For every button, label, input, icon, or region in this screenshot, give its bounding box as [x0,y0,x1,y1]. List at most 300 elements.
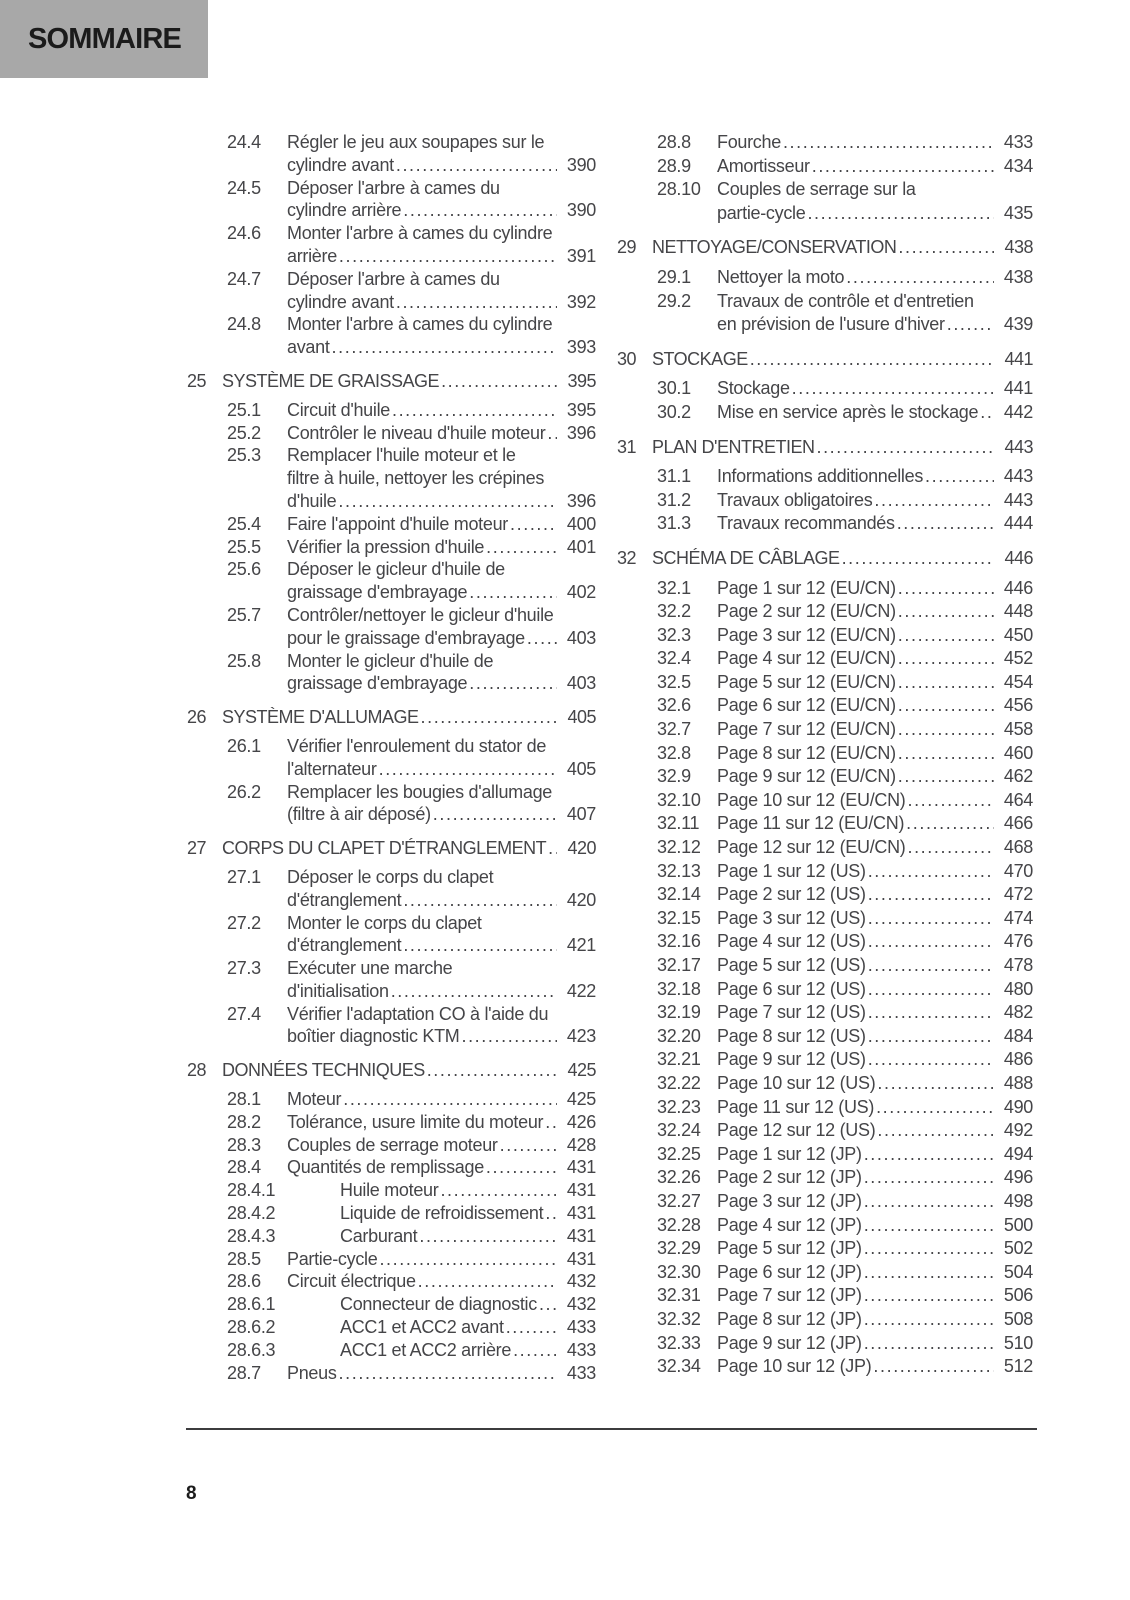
toc-entry-body [287,957,596,1003]
dot-leader [898,671,994,695]
toc-entry-title: Page 3 sur 12 (US) [717,907,866,928]
toc-entry-page: 425 [567,1060,596,1081]
toc-entry-page: 450 [1003,624,1033,645]
toc-entry-body [717,1284,1033,1308]
toc-entry-title: Contrôler le niveau d'huile moteur [287,422,546,443]
toc-entry-row [617,1048,1033,1072]
toc-entry-title: l'alternateur [287,758,377,779]
toc-entry-number: 32.11 [657,813,700,834]
dot-leader [877,1119,994,1143]
dot-leader [391,980,557,1003]
toc-entry-number: 28.5 [227,1248,261,1269]
dot-leader [812,155,994,179]
toc-entry-title: Informations additionnelles [717,466,924,487]
toc-entry-title: Page 12 sur 12 (EU/CN) [717,837,906,858]
toc-entry-page: 431 [566,1248,596,1269]
toc-entry-title: Circuit électrique [287,1271,416,1292]
toc-section-row [187,706,596,729]
toc-entry-row [617,377,1033,401]
toc-entry-row [617,131,1033,155]
toc-entry-title-line: Monter l'arbre à cames du cylindre [287,223,553,244]
dot-leader [864,1190,994,1214]
toc-entry-number: 32.8 [657,742,691,763]
dot-leader [868,883,994,907]
toc-entry-page: 396 [566,490,596,511]
toc-entry-page: 405 [567,707,596,728]
toc-entry-title: graissage d'embrayage [287,582,468,603]
toc-entry-row [187,650,596,696]
toc-entry-row [187,604,596,650]
toc-section-row [617,348,1033,372]
toc-column-left [187,131,596,1384]
toc-entry-page: 390 [566,154,596,175]
toc-entry-title: Travaux recommandés [717,513,895,534]
toc-entry-page: 441 [1004,348,1033,369]
toc-entry-title: Page 11 sur 12 (US) [717,1096,875,1117]
dot-leader [864,1284,994,1308]
toc-entry-title: Page 9 sur 12 (EU/CN) [717,766,896,787]
toc-entry-title: Couples de serrage moteur [287,1134,498,1155]
toc-entry-page: 482 [1003,1002,1033,1023]
toc-entry-page: 438 [1003,266,1033,287]
toc-entry-number: 32.32 [657,1308,701,1329]
toc-entry-title: Page 5 sur 12 (JP) [717,1238,862,1259]
toc-entry-row [617,1143,1033,1167]
toc-entry-body [717,694,1033,718]
toc-entry-body [222,837,596,860]
toc-entry-row [187,866,596,912]
toc-entry-page: 433 [566,1339,596,1360]
toc-entry-row [187,957,596,1003]
toc-entry-body [717,1096,1033,1120]
dot-leader [379,1248,557,1271]
dot-leader [379,758,557,781]
toc-entry-title: Page 9 sur 12 (US) [717,1049,866,1070]
toc-entry-body [287,513,596,536]
toc-entry-title: Page 5 sur 12 (EU/CN) [717,671,896,692]
toc-entry-page: 466 [1003,813,1033,834]
dot-leader [876,1096,994,1120]
dot-leader [783,131,994,155]
dot-leader [343,1088,557,1111]
toc-entry-number: 27.1 [227,866,261,887]
dot-leader [868,1048,994,1072]
toc-entry-body [287,1134,596,1157]
toc-entry-body [717,1166,1033,1190]
toc-entry-title: Page 6 sur 12 (JP) [717,1261,862,1282]
toc-entry-number: 29.1 [657,266,691,287]
toc-entry-body [717,930,1033,954]
toc-section-row [617,547,1033,571]
dot-leader [898,624,994,648]
toc-entry-title: d'huile [287,490,337,511]
toc-entry-page: 460 [1003,742,1033,763]
toc-entry-number: 32.4 [657,648,691,669]
toc-entry-number: 24.6 [227,223,261,244]
toc-entry-title: Tolérance, usure limite du moteur [287,1111,544,1132]
toc-entry-body [717,1119,1033,1143]
toc-entry-number: 29.2 [657,290,691,311]
toc-entry-row [617,1025,1033,1049]
toc-entry-number: 25.1 [227,399,261,420]
sommaire-header-box [0,0,208,78]
toc-section-row [187,1059,596,1082]
toc-entry-row [617,694,1033,718]
toc-entry-number: 28.10 [657,179,701,200]
toc-entry-page: 426 [566,1111,596,1132]
toc-entry-page: 431 [566,1180,596,1201]
dot-leader [469,581,557,604]
dot-leader [392,399,557,422]
dot-leader [868,1001,994,1025]
toc-entry-title: Page 7 sur 12 (JP) [717,1285,862,1306]
toc-entry-title: Vérifier la pression d'huile [287,536,485,557]
toc-entry-row [617,155,1033,179]
toc-entry-number: 32.33 [657,1332,701,1353]
toc-entry-page: 403 [566,673,596,694]
dot-leader [792,377,994,401]
toc-section-row [187,837,596,860]
dot-leader [418,1270,557,1293]
toc-entry-body [287,131,596,177]
toc-entry-title: SYSTÈME DE GRAISSAGE [222,370,440,391]
toc-entry-row [187,536,596,559]
toc-entry-number: 31 [617,436,637,457]
toc-entry-body [340,1316,596,1339]
toc-entry-body [287,912,596,958]
toc-entry-body [717,1332,1033,1356]
toc-entry-body [717,1355,1033,1379]
toc-entry-body [222,1059,596,1082]
toc-entry-number: 27 [187,838,207,859]
toc-entry-row [617,978,1033,1002]
toc-entry-title: Page 7 sur 12 (EU/CN) [717,719,896,740]
toc-entry-body [717,1308,1033,1332]
toc-entry-row [617,577,1033,601]
toc-entry-number: 32.7 [657,719,691,740]
toc-entry-title: partie-cycle [717,202,806,223]
toc-entry-number: 32.28 [657,1214,701,1235]
toc-entry-title: en prévision de l'usure d'hiver [717,314,945,335]
toc-entry-row [187,735,596,781]
toc-entry-title-line: filtre à huile, nettoyer les crépines [287,468,545,489]
toc-entry-title: Connecteur de diagnostic [340,1294,537,1315]
toc-entry-title: Page 1 sur 12 (EU/CN) [717,577,896,598]
toc-entry-number: 32.16 [657,931,701,952]
toc-entry-page: 435 [1003,202,1033,223]
toc-entry-number: 32.20 [657,1025,701,1046]
toc-entry-page: 425 [566,1089,596,1110]
toc-entry-row [617,836,1033,860]
toc-entry-title: Page 2 sur 12 (US) [717,884,866,905]
toc-entry-row [617,1166,1033,1190]
dot-leader [873,1355,994,1379]
toc-entry-row [187,444,596,512]
toc-entry-number: 25.8 [227,650,261,671]
toc-entry-page: 504 [1003,1261,1033,1282]
toc-entry-number: 32.12 [657,837,701,858]
toc-entry-body [717,789,1033,813]
toc-entry-body [340,1225,596,1248]
toc-entry-row [617,290,1033,337]
dot-leader [816,436,994,460]
toc-entry-title: pour le graissage d'embrayage [287,627,525,648]
toc-entry-row [187,1111,596,1134]
toc-entry-body [717,742,1033,766]
toc-entry-title: Page 2 sur 12 (EU/CN) [717,601,896,622]
dot-leader [396,291,557,314]
toc-entry-title: Page 11 sur 12 (EU/CN) [717,813,905,834]
toc-entry-title: CORPS DU CLAPET D'ÉTRANGLEMENT [222,838,547,859]
toc-column-right [617,131,1033,1379]
toc-entry-body [287,1248,596,1271]
toc-entry-number: 28.6.2 [227,1317,276,1338]
toc-entry-title: Page 10 sur 12 (JP) [717,1356,872,1377]
toc-entry-row [617,883,1033,907]
toc-entry-page: 423 [566,1026,596,1047]
dot-leader [338,490,557,513]
dot-leader [877,1072,994,1096]
toc-entry-title: avant [287,337,330,358]
toc-entry-row [617,624,1033,648]
dot-leader [547,422,557,445]
toc-entry-page: 500 [1003,1214,1033,1235]
toc-entry-number: 25.5 [227,536,261,557]
toc-entry-page: 512 [1003,1356,1033,1377]
toc-entry-body [717,718,1033,742]
toc-entry-title: Huile moteur [340,1180,439,1201]
toc-entry-title-line: Remplacer l'huile moteur et le [287,445,516,466]
toc-entry-row [617,1190,1033,1214]
toc-entry-title: arrière [287,245,337,266]
toc-entry-body [717,1190,1033,1214]
toc-entry-number: 28.4 [227,1157,261,1178]
toc-entry-number: 27.2 [227,912,261,933]
toc-entry-number: 32.14 [657,884,701,905]
toc-entry-number: 28.9 [657,155,691,176]
toc-entry-page: 392 [566,291,596,312]
toc-entry-title: Mise en service après le stockage [717,401,979,422]
toc-entry-number: 28.4.2 [227,1203,276,1224]
toc-entry-title: Page 2 sur 12 (JP) [717,1167,862,1188]
toc-entry-number: 31.2 [657,489,691,510]
toc-entry-row [187,268,596,314]
toc-entry-page: 442 [1003,401,1033,422]
toc-entry-row [187,177,596,223]
toc-entry-row [617,718,1033,742]
toc-entry-body [652,236,1033,260]
toc-entry-title: Page 9 sur 12 (JP) [717,1332,862,1353]
toc-entry-page: 433 [1003,132,1033,152]
toc-entry-body [717,765,1033,789]
dot-leader [807,202,994,226]
toc-entry-body [717,954,1033,978]
toc-entry-page: 432 [566,1271,596,1292]
dot-leader [898,765,994,789]
toc-entry-row [617,671,1033,695]
dot-leader [427,1059,557,1082]
toc-entry-row [617,765,1033,789]
toc-entry-number: 32.13 [657,860,701,881]
toc-entry-row [617,1119,1033,1143]
toc-entry-page: 443 [1003,489,1033,510]
toc-entry-row [617,1332,1033,1356]
toc-entry-row [187,1270,596,1293]
dot-leader [864,1261,994,1285]
dot-leader [898,742,994,766]
toc-entry-number: 28.8 [657,132,691,152]
toc-entry-number: 32 [617,547,637,568]
toc-entry-page: 421 [566,935,596,956]
dot-leader [469,672,557,695]
toc-entry-title: Page 10 sur 12 (US) [717,1072,876,1093]
dot-leader [947,313,994,337]
toc-entry-page: 422 [566,980,596,1001]
toc-entry-row [187,1179,596,1202]
dot-leader [461,1025,557,1048]
toc-entry-title: SCHÉMA DE CÂBLAGE [652,547,840,568]
toc-entry-body [717,290,1033,337]
toc-entry-page: 400 [566,513,596,534]
toc-entry-number: 32.10 [657,789,701,810]
toc-entry-page: 403 [566,627,596,648]
toc-entry-body [717,512,1033,536]
dot-leader [898,236,994,260]
toc-entry-title: cylindre avant [287,154,394,175]
dot-leader [339,1362,557,1385]
toc-entry-number: 32.24 [657,1120,701,1141]
toc-entry-body [717,1143,1033,1167]
toc-section-row [187,370,596,393]
toc-entry-number: 32.31 [657,1285,701,1306]
toc-entry-title-line: Monter le corps du clapet [287,912,482,933]
toc-entry-number: 24.5 [227,177,261,198]
dot-leader [539,1293,557,1316]
toc-entry-body [717,907,1033,931]
toc-entry-body [717,624,1033,648]
toc-entry-row [617,1355,1033,1379]
toc-entry-page: 407 [566,804,596,825]
toc-entry-body [287,866,596,912]
toc-entry-row [187,1293,596,1316]
toc-entry-title: Page 3 sur 12 (JP) [717,1190,862,1211]
toc-entry-page: 456 [1003,695,1033,716]
toc-entry-body [717,1001,1033,1025]
toc-entry-number: 28.4.1 [227,1180,276,1201]
toc-entry-body [717,489,1033,513]
toc-entry-body [287,399,596,422]
toc-entry-number: 32.17 [657,955,701,975]
toc-entry-number: 32.23 [657,1096,701,1117]
toc-entry-row [187,1088,596,1111]
toc-entry-title: cylindre avant [287,291,394,312]
toc-entry-title: DONNÉES TECHNIQUES [222,1060,425,1081]
toc-entry-row [187,313,596,359]
toc-entry-number: 32.3 [657,624,691,645]
toc-entry-title: PLAN D'ENTRETIEN [652,436,815,457]
toc-entry-body [717,465,1033,489]
toc-entry-row [617,465,1033,489]
toc-entry-title-line: Exécuter une marche [287,958,453,979]
dot-leader [513,1339,557,1362]
toc-entry-row [187,781,596,827]
toc-entry-title: ACC1 et ACC2 avant [340,1317,504,1338]
toc-entry-number: 26 [187,707,207,728]
toc-entry-page: 431 [566,1203,596,1224]
toc-entry-number: 25.4 [227,513,261,534]
toc-entry-body [717,1025,1033,1049]
toc-entry-body [717,671,1033,695]
footer-divider [186,1428,1037,1430]
toc-entry-title-line: Contrôler/nettoyer le gicleur d'huile [287,604,554,625]
toc-entry-page: 478 [1003,955,1033,975]
dot-leader [907,836,994,860]
toc-entry-page: 454 [1003,671,1033,692]
toc-entry-body [717,600,1033,624]
dot-leader [864,1214,994,1238]
dot-leader [433,803,557,826]
toc-entry-title: SYSTÈME D'ALLUMAGE [222,707,419,728]
toc-entry-body [287,735,596,781]
dot-leader [980,401,994,425]
toc-entry-number: 24.8 [227,314,261,335]
toc-entry-page: 401 [566,536,596,557]
toc-entry-title: (filtre à air déposé) [287,804,431,825]
toc-entry-title: Page 4 sur 12 (JP) [717,1214,862,1235]
toc-entry-title: Faire l'appoint d'huile moteur [287,513,509,534]
toc-entry-page: 438 [1004,237,1033,258]
dot-leader [868,907,994,931]
toc-entry-row [187,1202,596,1225]
toc-entry-row [617,401,1033,425]
toc-entry-row [617,1237,1033,1261]
toc-entry-number: 24.4 [227,132,261,152]
toc-entry-page: 476 [1003,931,1033,952]
toc-entry-number: 28.6.1 [227,1294,276,1315]
dot-leader [907,789,994,813]
toc-entry-page: 474 [1003,907,1033,928]
toc-entry-number: 30.2 [657,401,691,422]
toc-entry-row [187,1156,596,1179]
dot-leader [403,199,557,222]
toc-entry-row [187,1362,596,1385]
dot-leader [500,1134,557,1157]
toc-entry-row [187,422,596,445]
dot-leader [750,348,994,372]
dot-leader [864,1308,994,1332]
toc-entry-body [652,436,1033,460]
dot-leader [548,837,557,860]
toc-entry-title-line: Déposer l'arbre à cames du [287,268,500,289]
toc-entry-title: Page 4 sur 12 (EU/CN) [717,648,896,669]
toc-entry-row [617,512,1033,536]
dot-leader [846,266,994,290]
dot-leader [868,930,994,954]
toc-entry-number: 28.6 [227,1271,261,1292]
toc-entry-body [287,1362,596,1385]
toc-entry-number: 32.18 [657,978,701,999]
toc-entry-body [340,1179,596,1202]
toc-entry-page: 420 [567,838,596,859]
toc-entry-body [287,1156,596,1179]
toc-entry-number: 25.2 [227,422,261,443]
toc-entry-number: 28 [187,1060,207,1081]
toc-entry-page: 462 [1003,766,1033,787]
toc-entry-body [717,577,1033,601]
dot-leader [864,1166,994,1190]
toc-entry-page: 443 [1003,466,1033,487]
toc-entry-body [340,1293,596,1316]
